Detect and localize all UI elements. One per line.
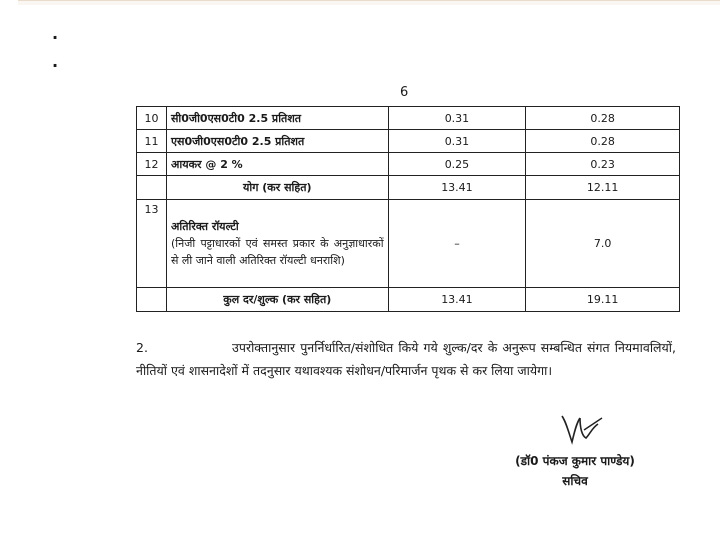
- paragraph-number: 2.: [136, 340, 148, 355]
- row-number: 13: [137, 200, 167, 288]
- total-label: कुल दर/शुल्क (कर सहित): [166, 288, 388, 312]
- clause-paragraph: [136, 336, 676, 382]
- row-value-1: 0.31: [388, 130, 526, 153]
- signatory-name: (डॉ0 पंकज कुमार पाण्डेय): [515, 454, 635, 468]
- total-value-1: 13.41: [388, 288, 526, 312]
- row-value-1: 0.25: [388, 153, 526, 176]
- total-value-2: 19.11: [526, 288, 680, 312]
- fee-table: [136, 106, 680, 312]
- row-value-2: 0.23: [526, 153, 680, 176]
- row-value-1: 0.31: [388, 107, 526, 130]
- table-row: [137, 107, 680, 130]
- subtotal-label: योग (कर सहित): [166, 176, 388, 200]
- page-top-edge: [18, 0, 720, 5]
- row-number: 11: [137, 130, 167, 153]
- total-row: [137, 288, 680, 312]
- extra-royalty-description: (निजी पट्टाधारकों एवं समस्त प्रकार के अनुज्ञाधारकों से ली जाने वाली अतिरिक्त रॉयल्टी धनराशि): [170, 237, 384, 267]
- extra-value-2: 7.0: [526, 200, 680, 288]
- subtotal-value-2: 12.11: [526, 176, 680, 200]
- row-number: 12: [137, 153, 167, 176]
- margin-mark: ·: [52, 28, 59, 47]
- extra-royalty-row: [137, 200, 680, 288]
- row-value-2: 0.28: [526, 107, 680, 130]
- extra-royalty-label: [166, 200, 388, 288]
- page-number: 6: [400, 85, 409, 100]
- extra-royalty-title: अतिरिक्त रॉयल्टी: [170, 220, 239, 233]
- row-label: आयकर @ 2 %: [166, 153, 388, 176]
- table-row: [137, 153, 680, 176]
- signature-mark: [558, 408, 608, 448]
- subtotal-value-1: 13.41: [388, 176, 526, 200]
- empty-cell: [137, 288, 167, 312]
- subtotal-row: [137, 176, 680, 200]
- row-number: 10: [137, 107, 167, 130]
- table-row: [137, 130, 680, 153]
- row-label: एस0जी0एस0टी0 2.5 प्रतिशत: [166, 130, 388, 153]
- row-value-2: 0.28: [526, 130, 680, 153]
- signatory-designation: सचिव: [562, 474, 588, 488]
- row-label: सी0जी0एस0टी0 2.5 प्रतिशत: [166, 107, 388, 130]
- extra-value-1: –: [388, 200, 526, 288]
- empty-cell: [137, 176, 167, 200]
- paragraph-text: उपरोक्तानुसार पुनर्निर्धारित/संशोधित किये गये शुल्क/दर के अनुरूप सम्बन्धित संगत नियमावलियों, नीतियों एवं शासनादेशों में तदनुसार यथावश्यक संशोधन/परिमार्जन पृथक से कर लिया जायेगा।: [136, 340, 676, 378]
- margin-mark: ·: [52, 56, 59, 75]
